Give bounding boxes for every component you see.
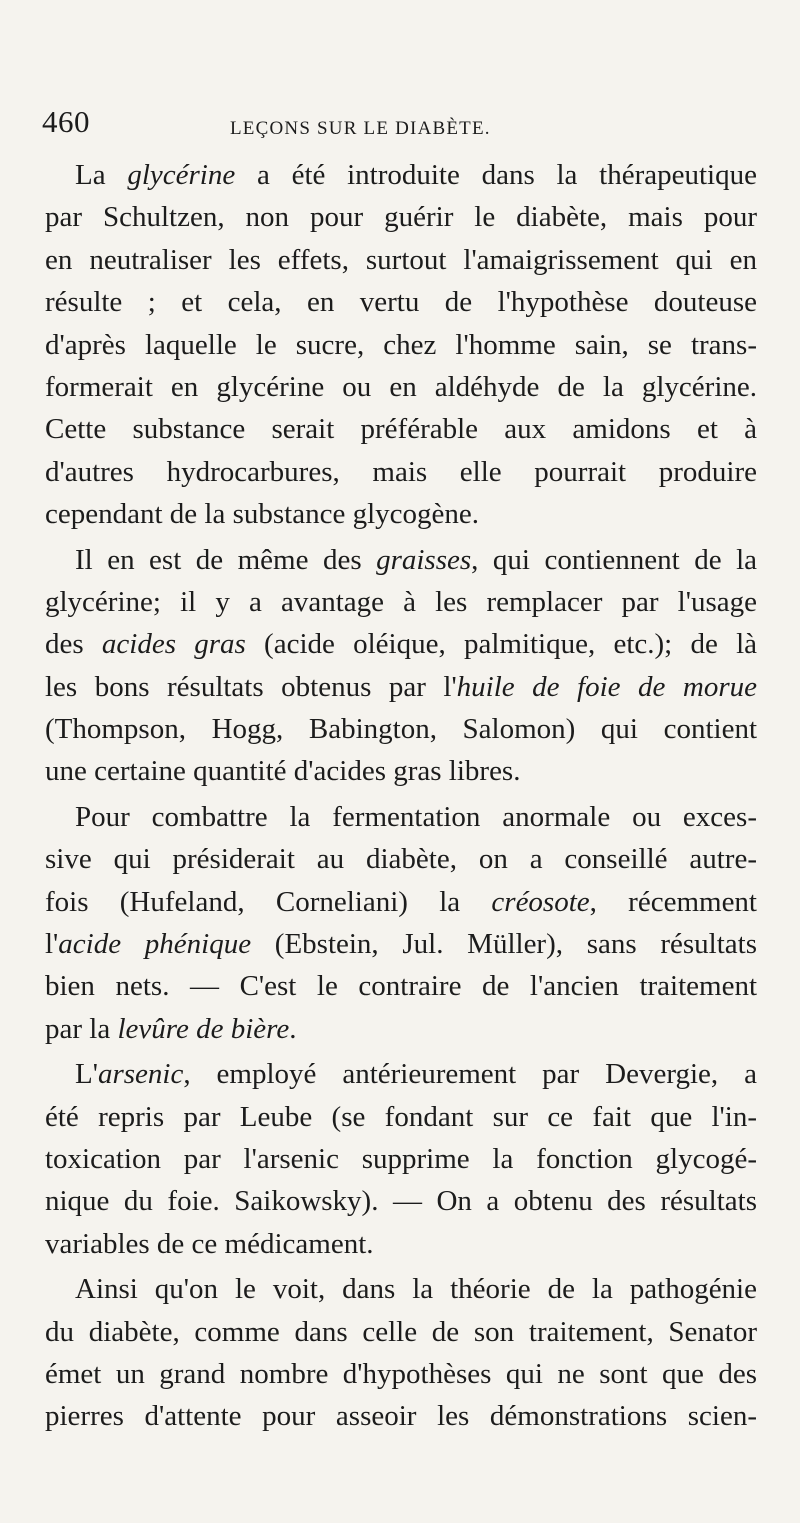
text-line	[45, 539, 757, 581]
text-run: sive qui présiderait au diabète, on a conseillé autre-	[45, 843, 757, 876]
running-title: LEÇONS SUR LE DIABÈTE.	[230, 118, 491, 139]
text-run: L'	[75, 1058, 98, 1091]
text-run: résulte ; et cela, en vertu de l'hypothèse douteuse	[45, 286, 757, 319]
text-run: , employé antérieurement par Devergie, a	[183, 1058, 757, 1091]
text-run: , qui contiennent de la	[471, 543, 757, 576]
text-run: émet un grand nombre d'hypothèses qui ne sont que des	[45, 1357, 757, 1390]
italic-term: graisses	[376, 543, 472, 576]
text-line	[45, 838, 757, 880]
text-run: une certaine quantité d'acides gras libres.	[45, 755, 521, 788]
text-run: par la	[45, 1012, 118, 1045]
text-line	[45, 239, 757, 281]
text-run: été repris par Leube (se fondant sur ce fait que l'in-	[45, 1100, 757, 1133]
text-run: fois (Hufeland, Corneliani) la	[45, 885, 492, 918]
text-run: Ainsi qu'on le voit, dans la théorie de la pathogénie	[75, 1273, 757, 1306]
text-line	[45, 750, 757, 792]
text-run: les bons résultats obtenus par l'	[45, 670, 457, 703]
text-run: Pour combattre la fermentation anormale ou exces-	[75, 800, 757, 833]
text-line	[45, 366, 757, 408]
text-line	[45, 451, 757, 493]
text-run: d'autres hydrocarbures, mais elle pourrait produire	[45, 455, 757, 488]
text-run: pierres d'attente pour asseoir les démonstrations scien-	[45, 1400, 757, 1433]
text-line	[45, 1311, 757, 1353]
text-run: l'	[45, 928, 59, 961]
italic-term: créosote	[491, 885, 590, 918]
text-line	[45, 1180, 757, 1222]
text-line	[45, 154, 757, 196]
text-line	[45, 1053, 757, 1095]
paragraph	[45, 539, 757, 793]
text-run: , récemment	[589, 885, 757, 918]
text-run: formerait en glycérine ou en aldéhyde de la glycérine.	[45, 370, 757, 403]
text-line	[45, 196, 757, 238]
text-line	[45, 965, 757, 1007]
text-line	[45, 1138, 757, 1180]
text-line	[45, 281, 757, 323]
text-run: nique du foie. Saikowsky). — On a obtenu des résultats	[45, 1185, 757, 1218]
italic-term: acide phénique	[58, 928, 252, 961]
text-run: a été introduite dans la thérapeutique	[235, 159, 757, 191]
text-line	[45, 881, 757, 923]
text-run: .	[289, 1012, 297, 1045]
text-run: Il en est de même des	[75, 543, 377, 576]
text-run: (Thompson, Hogg, Babington, Salomon) qui contient	[45, 713, 757, 746]
text-run: Cette substance serait préférable aux amidons et à	[45, 413, 757, 446]
text-line	[45, 1223, 757, 1265]
paragraph	[45, 154, 757, 536]
text-line	[45, 408, 757, 450]
text-run: par Schultzen, non pour guérir le diabète, mais pour	[45, 201, 757, 234]
text-run: cependant de la substance glycogène.	[45, 498, 480, 531]
text-run: des	[45, 628, 102, 661]
text-line	[45, 1268, 757, 1310]
text-line	[45, 1096, 757, 1138]
page-number: 460	[42, 104, 90, 139]
text-line	[45, 1353, 757, 1395]
text-line	[45, 493, 757, 535]
text-line	[45, 796, 757, 838]
text-line	[45, 1395, 757, 1437]
text-line	[45, 666, 757, 708]
text-run: d'après laquelle le sucre, chez l'homme sain, se trans-	[45, 328, 757, 361]
page-header	[42, 104, 742, 148]
text-line	[45, 1008, 757, 1050]
paragraph	[45, 1268, 757, 1438]
text-run: toxication par l'arsenic supprime la fonction glycogé-	[45, 1142, 757, 1175]
text-run: (acide oléique, palmitique, etc.); de là	[245, 628, 757, 661]
text-run: glycérine; il y a avantage à les remplacer par l'usage	[45, 585, 757, 618]
paragraph	[45, 796, 757, 1050]
text-line	[45, 708, 757, 750]
italic-term: levûre de bière	[117, 1012, 290, 1045]
italic-term: acides gras	[101, 628, 246, 661]
italic-term: huile de foie de morue	[456, 670, 757, 703]
text-run: du diabète, comme dans celle de son traitement, Senator	[45, 1315, 757, 1348]
text-line	[45, 324, 757, 366]
text-line	[45, 923, 757, 965]
body-text	[45, 154, 757, 1438]
text-line	[45, 623, 757, 665]
italic-term: arsenic	[97, 1058, 184, 1091]
text-line	[45, 581, 757, 623]
text-run: La	[75, 159, 128, 191]
text-run: variables de ce médicament.	[45, 1227, 374, 1260]
text-run: en neutraliser les effets, surtout l'amaigrissement qui en	[45, 243, 757, 276]
italic-term: glycérine	[127, 159, 236, 191]
text-run: (Ebstein, Jul. Müller), sans résultats	[251, 928, 757, 961]
paragraph	[45, 1053, 757, 1265]
text-run: bien nets. — C'est le contraire de l'ancien traitement	[45, 970, 757, 1003]
